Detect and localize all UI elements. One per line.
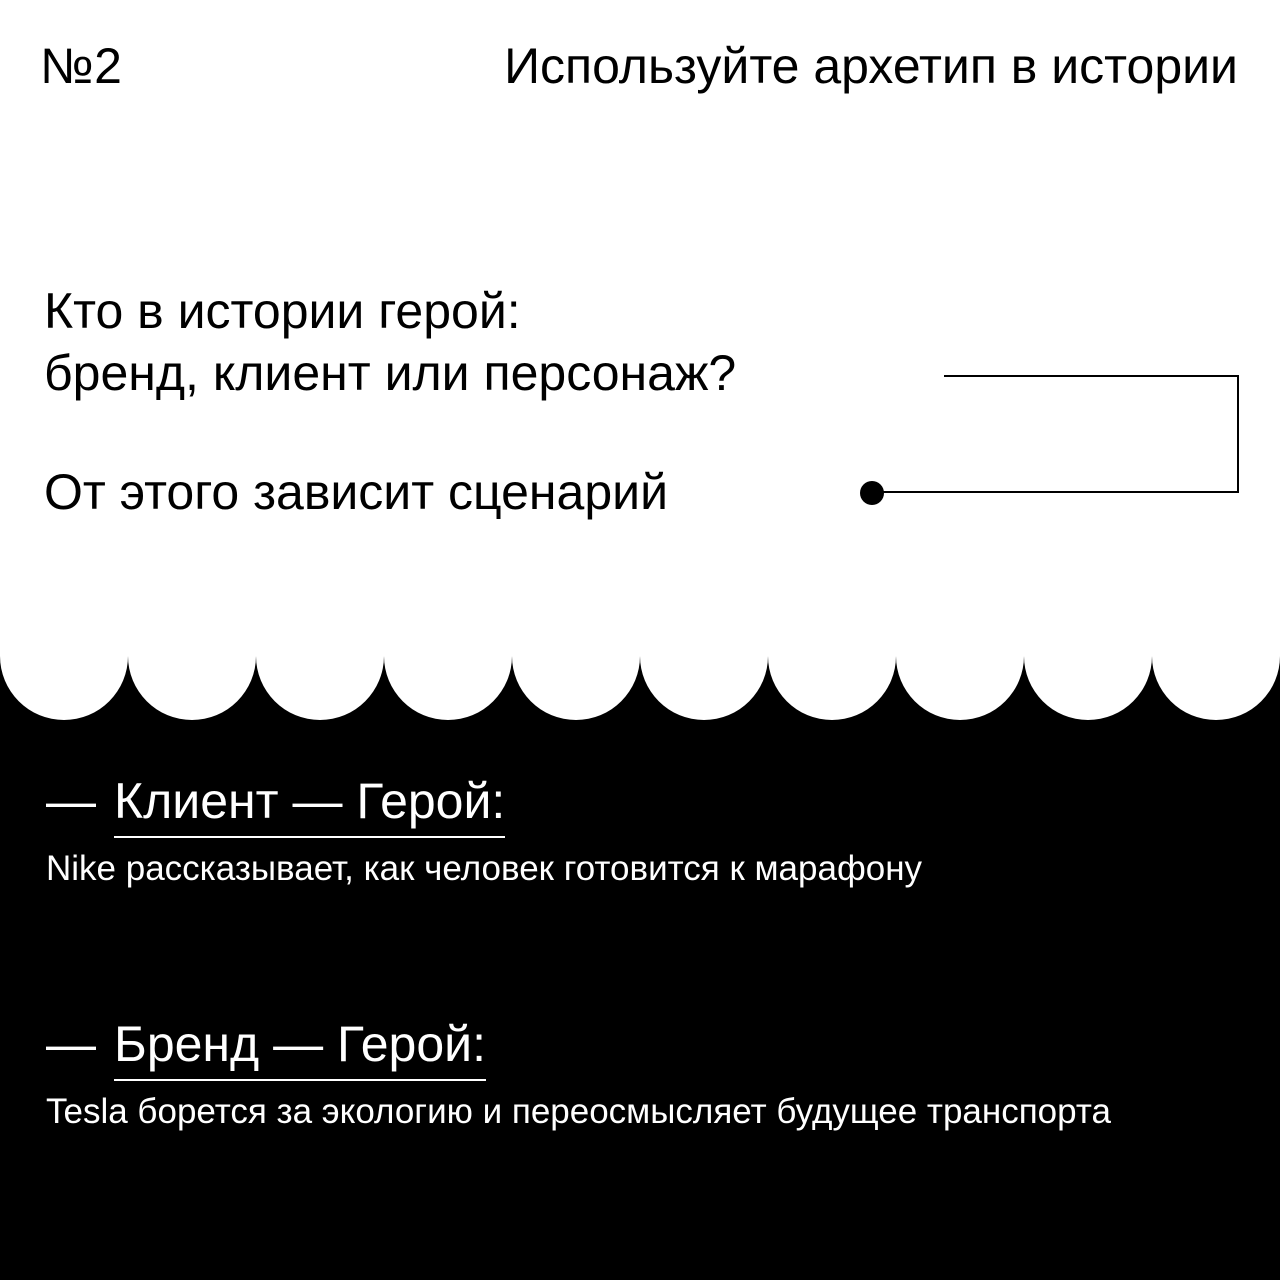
slide-title: Используйте архетип в истории <box>504 38 1238 94</box>
question-line-2: бренд, клиент или персонаж? <box>44 345 737 401</box>
item-dash: — <box>46 773 96 829</box>
item-heading-text: Бренд — Герой: <box>114 1013 486 1081</box>
connector-dot <box>860 481 884 505</box>
item-heading <box>46 1013 1176 1081</box>
dark-section <box>0 640 1280 1280</box>
bracket-line <box>872 376 1238 492</box>
item-description: Nike рассказывает, как человек готовится к марафону <box>46 849 923 888</box>
question-block <box>44 280 736 404</box>
answer-text: От этого зависит сценарий <box>44 464 668 520</box>
list-item <box>46 1013 1176 1141</box>
question-line-1: Кто в истории герой: <box>44 283 521 339</box>
item-heading-text: Клиент — Герой: <box>114 770 505 838</box>
item-heading <box>46 770 1176 838</box>
item-dash: — <box>46 1016 96 1072</box>
slide-number: №2 <box>40 38 123 94</box>
scallop-shape <box>0 640 1280 720</box>
scallop-edge <box>0 640 1280 720</box>
list-item <box>46 770 1176 898</box>
item-description: Tesla борется за экологию и переосмысляет будущее транспорта <box>46 1092 1111 1131</box>
